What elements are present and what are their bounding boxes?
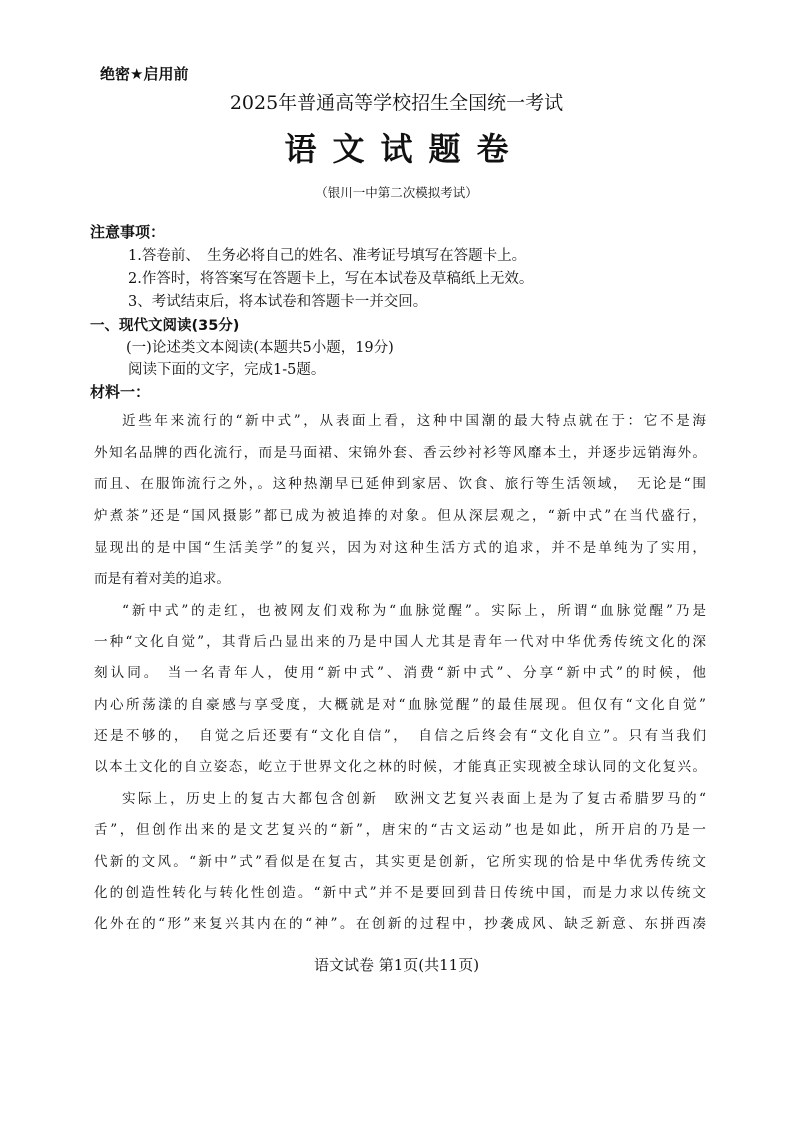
exam-title: 2025年普通高等学校招生全国统一考试: [229, 92, 564, 114]
paragraph-line: 显现出的是中国“生活美学”的复兴，因为对这种生活方式的追求，并不是单纯为了实用，: [94, 540, 706, 556]
paragraph-line: 以本土文化的自立姿态，屹立于世界文化之林的时候，才能真正实现被全球认同的文化复兴。: [94, 759, 706, 775]
exam-subtitle: （银川一中第二次模拟考试）: [315, 185, 478, 200]
material-heading: 材料一：: [90, 383, 151, 401]
reading-instruction: 阅读下面的文字，完成1-5题。: [128, 362, 326, 378]
paragraph-line: 化外在的“形”来复兴其内在的“神”。在创新的过程中，抄袭成风、缺乏新意、东拼西凑: [94, 916, 706, 932]
paragraph-line: 内心所荡漾的自豪感与享受度，大概就是对“血脉觉醒”的最佳展现。但仅有“文化自觉”: [94, 697, 706, 713]
paragraph-line: 炉煮茶”还是“国风摄影”都已成为被追捧的对象。但从深层观之，“新中式”在当代盛行，: [94, 508, 706, 524]
page-footer: 语文试卷 第1页(共11页): [313, 956, 480, 974]
paragraph-line: “新中式”的走红，也被网友们戏称为“血脉觉醒”。实际上，所谓“血脉觉醒”乃是: [122, 603, 706, 619]
paragraph-line: 外知名品牌的西化流行，而是马面裙、宋锦外套、香云纱衬衫等风靡本土，并逐步远销海外。: [94, 445, 706, 461]
notice-item: 1.答卷前、 生务必将自己的姓名、准考证号填写在答题卡上。: [128, 248, 527, 264]
paragraph-line: 而且、在服饰流行之外，。这种热潮早已延伸到家居、饮食、旅行等生活领域， 无论是“围: [94, 476, 706, 492]
section-subheading: (一)论述类文本阅读(本题共5小题，19分): [126, 340, 394, 356]
section-heading: 一、现代文阅读(35分): [90, 318, 240, 334]
notice-heading: 注意事项：: [90, 223, 166, 241]
paper-title: 语文试题卷: [284, 130, 525, 168]
paragraph-line: 舌”，但创作出来的是文艺复兴的“新”，唐宋的“古文运动”也是如此，所开启的乃是一: [94, 822, 706, 838]
paragraph-line: 化的创造性转化与转化性创造。“新中式”并不是要回到昔日传统中国，而是力求以传统文: [94, 885, 706, 901]
paragraph-line: 实际上，历史上的复古大都包含创新 欧洲文艺复兴表面上是为了复古希腊罗马的“: [122, 791, 706, 807]
paragraph-line: 刻认同。 当一名青年人，使用“新中式”、消费“新中式”、分享“新中式”的时候，他: [94, 665, 706, 681]
notice-item: 3、考试结束后，将本试卷和答题卡一并交回。: [128, 294, 428, 310]
paragraph-line: 而是有着对美的追求。: [94, 571, 230, 587]
paragraph-line: 代新的文风。“新中”式”看似是在复古，其实更是创新，它所实现的恰是中华优秀传统文: [94, 854, 706, 870]
paragraph-line: 还是不够的， 自觉之后还要有“文化自信”， 自信之后终会有“文化自立”。只有当我们: [94, 728, 706, 744]
notice-item: 2.作答时，将答案写在答题卡上，写在本试卷及草稿纸上无效。: [128, 271, 534, 287]
confidential-label: 绝密★启用前: [100, 65, 189, 83]
paragraph-line: 近些年来流行的“新中式”，从表面上看，这种中国潮的最大特点就在于：它不是海: [122, 413, 706, 429]
paragraph-line: 一种“文化自觉”，其背后凸显出来的乃是中国人尤其是青年一代对中华优秀传统文化的深: [94, 634, 706, 650]
